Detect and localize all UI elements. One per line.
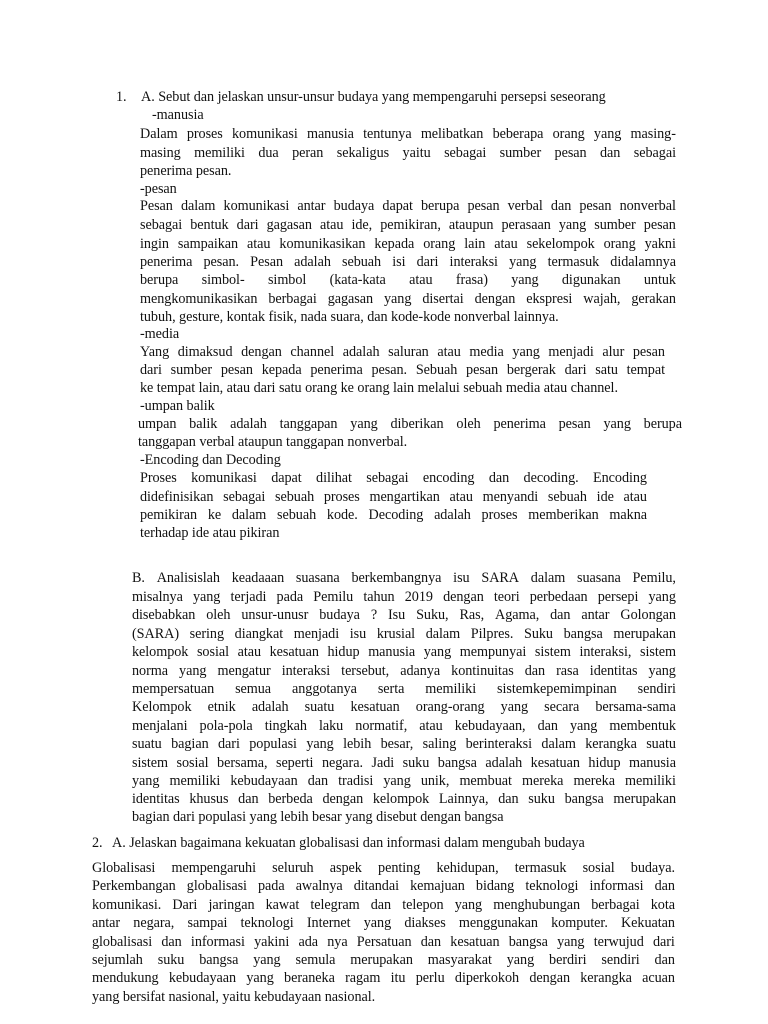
paragraph-line: disebabkan oleh unsur-unusr budaya ? Isu Suku, Ras, Agama, dan antar Golongan [132, 607, 676, 623]
paragraph-line: pemikiran ke dalam sebuah kode. Decoding adalah proses memberikan makna [140, 507, 647, 523]
paragraph-line: kelompok sosial atau kesatuan hidup manusia yang mempunyai sistem interaksi, sistem [132, 644, 676, 660]
paragraph-line: komunikasi. Dari jaringan kawat telegram dan telepon yang menghubungan berbagai kota [92, 897, 675, 913]
question-2-title: A. Jelaskan bagaimana kekuatan globalisasi dan informasi dalam mengubah budaya [112, 835, 585, 851]
paragraph-line: mempersatuan semua anggotanya serta memiliki sistemkepemimpinan sendiri [132, 681, 676, 697]
paragraph-line: (SARA) sering diangkat menjadi isu krusial dalam Pilpres. Suku bangsa merupakan [132, 626, 676, 642]
paragraph-line: misalnya yang terjadi pada Pemilu tahun 2019 dengan teori perbedaan persepi yang [132, 589, 676, 605]
paragraph-line: mengkomunikasikan berbagai gagasan yang disertai dengan ekspresi wajah, gerakan [140, 291, 676, 307]
paragraph-line: suatu bagian dari populasi yang lebih besar, saling berinteraksi dalam kerangka suatu [132, 736, 676, 752]
paragraph-line: globalisasi dan informasi yakini ada nya Persatuan dan kesatuan bangsa yang terwujud dari [92, 934, 675, 950]
question-1-title: A. Sebut dan jelaskan unsur-unsur budaya yang mempengaruhi persepsi seseorang [141, 89, 606, 105]
section-heading-umpan-balik: -umpan balik [140, 398, 215, 414]
paragraph-line: bagian dari populasi yang lebih besar yang disebut dengan bangsa [132, 809, 504, 825]
paragraph-line: umpan balik adalah tanggapan yang diberikan oleh penerima pesan yang berupa [138, 416, 682, 432]
paragraph-line: didefinisikan sebagai sebuah proses mengartikan atau menyandi sebuah ide atau [140, 489, 647, 505]
question-2-number: 2. [92, 835, 103, 851]
paragraph-line: identitas khusus dan berbeda dengan kelompok Lainnya, dan suku bangsa merupakan [132, 791, 676, 807]
paragraph-line: Pesan dalam komunikasi antar budaya dapat berupa pesan verbal dan pesan nonverbal [140, 198, 676, 214]
paragraph-line: ingin sampaikan atau komunikasikan kepada orang lain atau sekelompok orang yakni [140, 236, 676, 252]
paragraph-line: Yang dimaksud dengan channel adalah saluran atau media yang menjadi alur pesan [140, 344, 665, 360]
paragraph-line: sejumlah suku bangsa yang semula merupakan masyarakat yang berdiri sendiri dan [92, 952, 675, 968]
paragraph-line: Perkembangan globalisasi pada awalnya ditandai kemajuan bidang teknologi informasi dan [92, 878, 675, 894]
paragraph-line: Kelompok etnik adalah suatu kesatuan orang-orang yang secara bersama-sama [132, 699, 676, 715]
paragraph-line: masing memiliki dua peran sekaligus yaitu sebagai sumber pesan dan sebagai [140, 145, 676, 161]
paragraph-line: antar negara, sampai teknologi Internet yang diakses menggunakan komputer. Kekuatan [92, 915, 675, 931]
paragraph-line: terhadap ide atau pikiran [140, 525, 280, 541]
section-heading-pesan: -pesan [140, 181, 177, 197]
paragraph-line: yang bersifat nasional, yaitu kebudayaan nasional. [92, 989, 376, 1005]
paragraph-line: norma yang mengatur interaksi tersebut, adanya kontinuitas dan rasa identitas yang [132, 663, 676, 679]
paragraph-line: yang memiliki kebudayaan dan tradisi yang unik, membuat mereka mereka memiliki [132, 773, 676, 789]
paragraph-line: B. Analisislah keadaaan suasana berkembangnya isu SARA dalam suasana Pemilu, [132, 570, 676, 586]
section-heading-media: -media [140, 326, 180, 342]
paragraph-line: berupa simbol- simbol (kata-kata atau frasa) yang digunakan untuk [140, 272, 676, 288]
paragraph-line: menjalani pola-pola tingkah laku normatif, atau kebudayaan, dan yang membentuk [132, 718, 676, 734]
paragraph-line: Globalisasi mempengaruhi seluruh aspek penting kehidupan, termasuk sosial budaya. [92, 860, 675, 876]
paragraph-line: tubuh, gesture, kontak fisik, nada suara, dan kode-kode nonverbal lainnya. [140, 309, 559, 325]
question-1-number: 1. [116, 89, 127, 105]
paragraph-line: tanggapan verbal ataupun tanggapan nonverbal. [138, 434, 408, 450]
section-heading-encoding-decoding: -Encoding dan Decoding [140, 452, 281, 468]
paragraph-line: mendukung kebudayaan yang beraneka ragam itu perlu diperkokoh dengan kerangka acuan [92, 970, 675, 986]
paragraph-line: sistem sosial bersama, seperti negara. Jadi suku bangsa adalah kesatuan hidup manusia [132, 755, 676, 771]
paragraph-line: penerima pesan. Pesan adalah sebuah isi dari interaksi yang termasuk didalamnya [140, 254, 676, 270]
paragraph-line: sebagai bentuk dari gagasan atau ide, pemikiran, ataupun perasaan yang sumber pesan [140, 217, 676, 233]
paragraph-line: dari sumber pesan kepada penerima pesan. Sebuah pesan bergerak dari satu tempat [140, 362, 665, 378]
paragraph-line: penerima pesan. [140, 163, 232, 179]
paragraph-line: ke tempat lain, atau dari satu orang ke orang lain melalui sebuah media atau channel. [140, 380, 618, 396]
paragraph-line: Proses komunikasi dapat dilihat sebagai encoding dan decoding. Encoding [140, 470, 647, 486]
section-heading-manusia: -manusia [152, 107, 204, 123]
paragraph-line: Dalam proses komunikasi manusia tentunya melibatkan beberapa orang yang masing- [140, 126, 676, 142]
